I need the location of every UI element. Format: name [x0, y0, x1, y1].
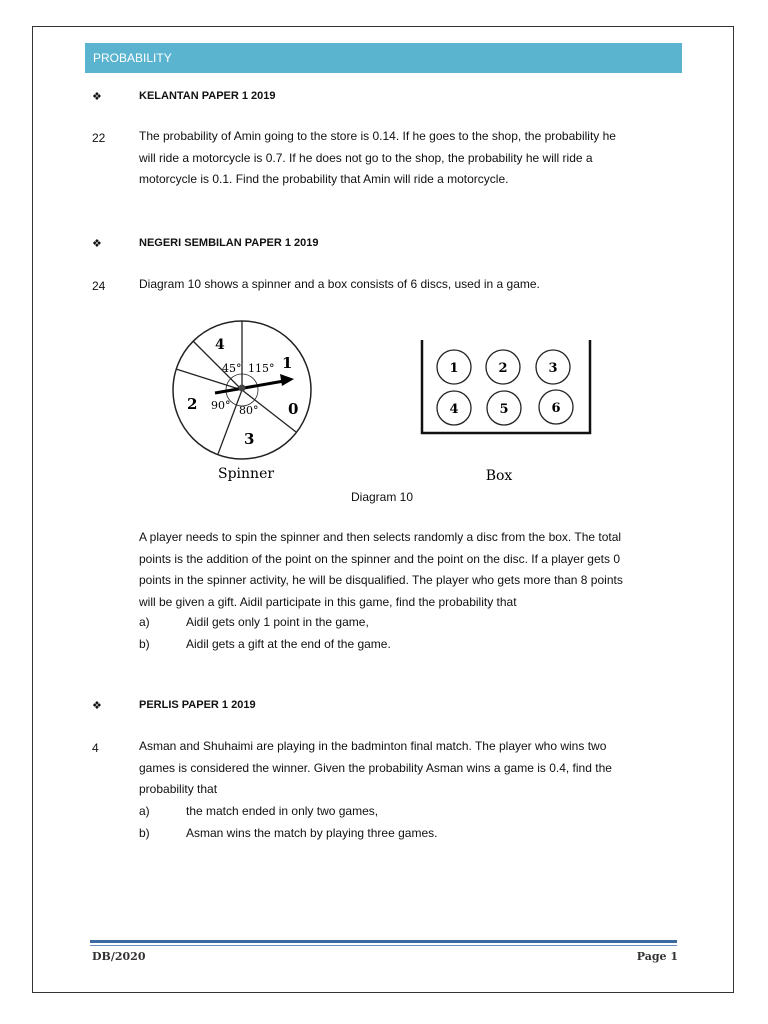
section-heading-kelantan: KELANTAN PAPER 1 2019 — [139, 90, 276, 102]
question-line: Asman and Shuhaimi are playing in the badminton final match. The player who wins two — [139, 739, 607, 753]
disc-number: 4 — [449, 402, 459, 417]
footer-page-number: Page 1 — [636, 950, 678, 963]
disc-number: 1 — [449, 361, 459, 376]
question-line: The probability of Amin going to the store is 0.14. If he goes to the shop, the probability he — [139, 129, 616, 143]
disc-box — [422, 340, 590, 484]
bullet-diamond-icon: ❖ — [92, 238, 102, 250]
spinner-caption: Spinner — [218, 466, 275, 482]
question-intro — [139, 274, 674, 296]
footer-left-label: DB/2020 — [92, 950, 146, 963]
part-letter: b) — [139, 637, 150, 651]
question-text — [139, 736, 674, 801]
question-line: will be given a gift. Aidil participate in this game, find the probability that — [139, 594, 517, 609]
question-line: probability that — [139, 782, 218, 796]
bullet-diamond-icon: ❖ — [92, 91, 102, 103]
box-caption: Box — [485, 468, 513, 484]
question-text — [139, 126, 674, 191]
page-header-banner: PROBABILITY — [85, 43, 682, 73]
part-letter: b) — [139, 826, 150, 840]
disc-number: 2 — [498, 361, 508, 376]
footer-rule-thin — [90, 945, 677, 946]
question-number: 4 — [92, 741, 99, 755]
disc-number: 6 — [551, 401, 561, 416]
part-text: Asman wins the match by playing three games. — [186, 826, 438, 840]
question-line: points is the addition of the point on the spinner and the point on the disc. If a player gets 0 — [139, 551, 620, 566]
part-letter: a) — [139, 804, 150, 818]
bullet-diamond-icon: ❖ — [92, 700, 102, 712]
spinner-point: 4 — [215, 337, 225, 353]
part-text: the match ended in only two games, — [186, 804, 379, 818]
disc-number: 5 — [499, 402, 509, 417]
question-number: 24 — [92, 279, 106, 293]
question-line: A player needs to spin the spinner and then selects randomly a disc from the box. The total — [139, 530, 622, 544]
question-line: points in the spinner activity, he will be disqualified. The player who gets more than 8 points — [139, 573, 623, 587]
spinner — [173, 321, 311, 482]
diagram-10 — [160, 315, 620, 490]
spinner-point: 3 — [244, 430, 255, 448]
footer-rule — [90, 940, 677, 943]
disc-number: 3 — [548, 361, 558, 376]
part-text: Aidil gets only 1 point in the game, — [186, 615, 369, 629]
spinner-angle: 80° — [239, 404, 259, 417]
question-text — [139, 527, 674, 613]
question-line: Diagram 10 shows a spinner and a box consists of 6 discs, used in a game. — [139, 277, 540, 291]
part-text: Aidil gets a gift at the end of the game. — [186, 637, 391, 651]
spinner-angle: 45° — [222, 362, 242, 375]
section-heading-negeri-sembilan: NEGERI SEMBILAN PAPER 1 2019 — [139, 237, 319, 249]
diagram-caption: Diagram 10 — [351, 490, 414, 504]
question-line: motorcycle is 0.1. Find the probability that Amin will ride a motorcycle. — [139, 172, 509, 186]
section-heading-perlis: PERLIS PAPER 1 2019 — [139, 699, 256, 711]
question-line: will ride a motorcycle is 0.7. If he does not go to the shop, the probability he will ride a — [139, 150, 593, 165]
spinner-point: 1 — [282, 354, 293, 372]
question-line: games is considered the winner. Given the probability Asman wins a game is 0.4, find the — [139, 760, 612, 775]
spinner-point: 0 — [288, 400, 299, 418]
spinner-angle: 115° — [248, 362, 275, 375]
spinner-point: 2 — [187, 395, 198, 413]
spinner-angle: 90° — [211, 399, 231, 412]
part-letter: a) — [139, 615, 150, 629]
question-number: 22 — [92, 131, 106, 145]
